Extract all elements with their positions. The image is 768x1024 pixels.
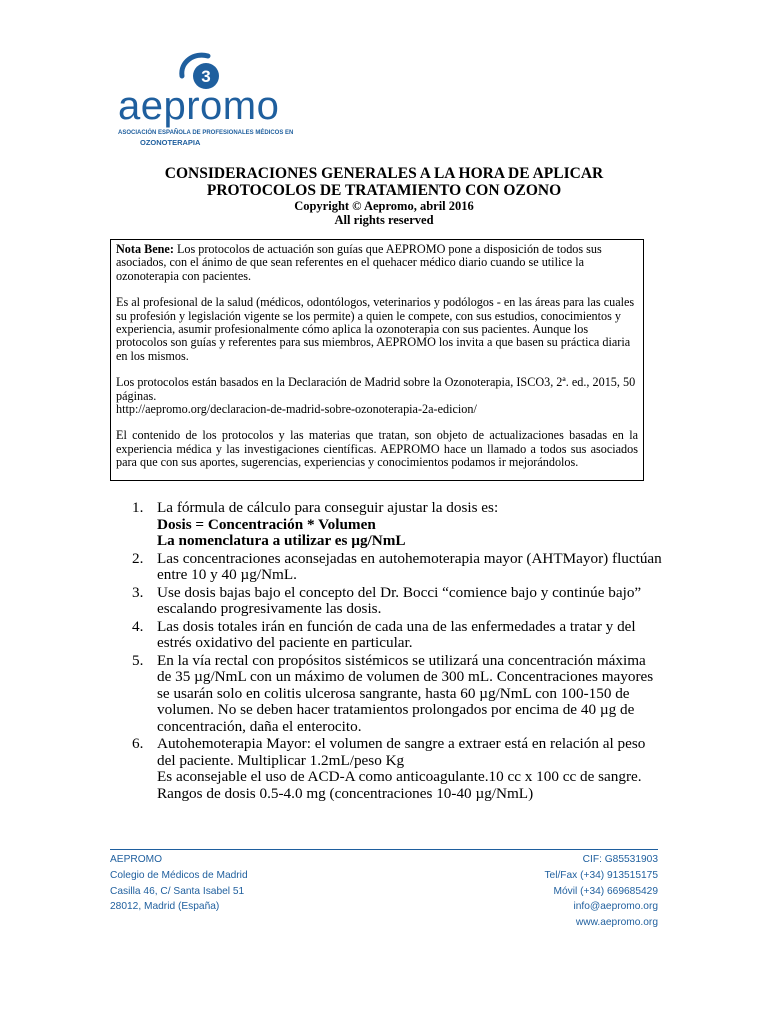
title-line-1: CONSIDERACIONES GENERALES A LA HORA DE APLICAR [164, 165, 604, 182]
list-item: 2. Las concentraciones aconsejadas en autohemoterapia mayor (AHTMayor) fluctúan entre 10 y 40 µg/NmL. [132, 549, 662, 583]
nota-bene-paragraph-3: Los protocolos están basados en la Declaración de Madrid sobre la Ozonoterapia, ISCO3, 2ª. ed., 2015, 50 páginas. http://aepromo.org/declaracion-de-madrid-sobre-ozonoterapia-2a-edicion/ [116, 375, 636, 417]
list-item: 4. Las dosis totales irán en función de cada una de las enfermedades a tratar y del estrés oxidativo del paciente en particular. [132, 617, 636, 651]
copyright-line: Copyright © Aepromo, abril 2016 [294, 199, 474, 213]
footer-cif: CIF: G85531903 [582, 854, 658, 865]
nota-bene-paragraph-2: Es al profesional de la salud (médicos, odontólogos, veterinarios y podólogos - en las áreas para las cuales su profesión y legislación vigente se los permite) a quien le compete, con sus estudios, conocimientos y experiencia, asumir profesionalmente cómo aplica la ozonoterapia con sus pacientes. Aunque los protocolos son guías y referentes para sus miembros, AEPROMO los invita a que basen su práctica diaria en los mismos. [116, 295, 635, 363]
footer-phone: Tel/Fax (+34) 913515175 [544, 869, 658, 881]
nota-bene-box [110, 239, 644, 481]
declaracion-link[interactable]: http://aepromo.org/declaracion-de-madrid-sobre-ozonoterapia-2a-edicion/ [116, 402, 477, 417]
aepromo-logo [110, 50, 300, 150]
document-title [0, 165, 768, 199]
nota-bene-paragraph-1: Nota Bene: Los protocolos de actuación son guías que AEPROMO pone a disposición de todos sus asociados, con el ánimo de que sean referentes en el quehacer médico diario cuando se utilice la ozonoterapia con pacientes. [116, 242, 602, 283]
footer-city: 28012, Madrid (España) [110, 901, 220, 913]
list-item: 6. Autohemoterapia Mayor: el volumen de sangre a extraer está en relación al peso del paciente. Multiplicar 1.2mL/peso Kg Es aconsejable el uso de ACD-A como anticoagulante.10 cc x 100 cc de sangre. Rangos de dosis 0.5-4.0 mg (concentraciones 10-40 µg/NmL) [132, 735, 646, 802]
nota-bene-label: Nota Bene: [116, 242, 174, 256]
footer-org-name: AEPROMO [110, 854, 163, 865]
nota-bene-paragraph-4: El contenido de los protocolos y las materias que tratan, son objeto de actualizaciones basadas en la experiencia médica y las investigaciones científicas. AEPROMO hace un llamado a todos sus asociados para que con sus aportes, sugerencias, experiencias y conocimientos podamos ir mejorándolos. [116, 428, 638, 470]
footer-contact [544, 852, 658, 931]
footer-divider [110, 849, 658, 850]
footer-mobile: Móvil (+34) 669685429 [553, 885, 658, 897]
list-item: 3. Use dosis bajas bajo el concepto del Dr. Bocci “comience bajo y continúe bajo” escalando progresivamente las dosis. [132, 583, 642, 617]
rights-line: All rights reserved [334, 213, 434, 227]
footer-address [110, 852, 248, 915]
logo-subtitle-ozonoterapia: OZONOTERAPIA [140, 138, 201, 147]
dosis-formula: Dosis = Concentración * Volumen [157, 515, 376, 533]
nomenclatura: La nomenclatura a utilizar es µg/NmL [157, 532, 406, 549]
footer-website-link[interactable]: www.aepromo.org [575, 917, 658, 929]
footer-email-link[interactable]: info@aepromo.org [573, 901, 658, 913]
list-item: 5. En la vía rectal con propósitos sistémicos se utilizará una concentración máxima de 35 µg/NmL con un máximo de volumen de 300 mL. Concentraciones mayores se usarán solo en colitis ulcerosa sangrante, hasta 60 µg/NmL con 100-150 de volumen. No se deben hacer tratamientos prolongados por encima de 40 µg de concentración, daña el enterocito. [132, 651, 654, 735]
logo-wordmark: aepromo [118, 84, 280, 128]
title-line-2: PROTOCOLOS DE TRATAMIENTO CON OZONO [206, 182, 562, 199]
footer-street: Casilla 46, C/ Santa Isabel 51 [110, 885, 245, 897]
copyright-block [0, 199, 768, 227]
svg-text:3: 3 [201, 67, 211, 86]
footer-college: Colegio de Médicos de Madrid [110, 869, 248, 881]
protocol-steps-list [132, 500, 662, 803]
list-item: 1. La fórmula de cálculo para conseguir ajustar la dosis es: Dosis = Concentración * Volumen La nomenclatura a utilizar es µg/NmL [132, 500, 662, 550]
logo-subtitle: ASOCIACIÓN ESPAÑOLA DE PROFESIONALES MÉDICOS EN [118, 130, 294, 136]
